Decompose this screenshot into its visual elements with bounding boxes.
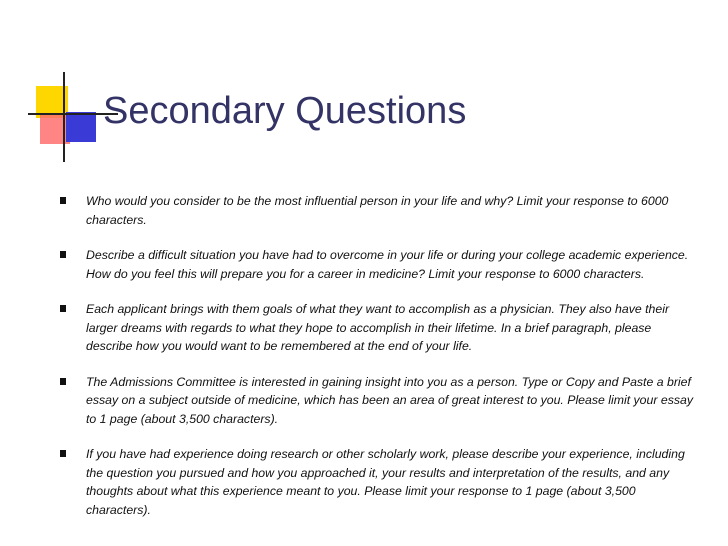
bullet-square-icon [60, 251, 66, 258]
bullet-item [60, 300, 700, 356]
bullet-text: If you have had experience doing research or other scholarly work, please describe your experience, including the question you pursued and how you approached it, your results and interpretation of the results, and any thoughts about what this experience meant to you. Please limit your response to 1 page (about 3,500 characters). [86, 447, 685, 517]
bullet-square-icon [60, 197, 66, 204]
bullet-text: Each applicant brings with them goals of what they want to accomplish as a physician. They also have their larger dreams with regards to what they hope to accomplish in their lifetime. In a brief paragraph, please describe how you would want to be remembered at the end of your life. [86, 302, 670, 353]
bullet-item [60, 373, 700, 429]
slide-title: Secondary Questions [103, 90, 467, 132]
bullet-list [60, 192, 700, 536]
bullet-square-icon [60, 305, 66, 312]
decor-blue-square [66, 112, 96, 142]
bullet-square-icon [60, 450, 66, 457]
bullet-square-icon [60, 378, 66, 385]
bullet-text: Who would you consider to be the most influential person in your life and why? Limit your response to 6000 characters. [86, 194, 669, 227]
bullet-text: Describe a difficult situation you have had to overcome in your life or during your college academic experience. How do you feel this will prepare you for a career in medicine? Limit your response to 6000 characters. [86, 248, 689, 281]
bullet-item [60, 445, 700, 519]
bullet-item [60, 246, 700, 283]
bullet-text: The Admissions Committee is interested in gaining insight into you as a person. Type or Copy and Paste a brief essay on a subject outside of medicine, which has been an area of great interest to you. Please limit your essay to 1 page (about 3,500 characters). [86, 374, 693, 426]
decor-vertical-line [63, 72, 65, 162]
bullet-item [60, 192, 700, 229]
